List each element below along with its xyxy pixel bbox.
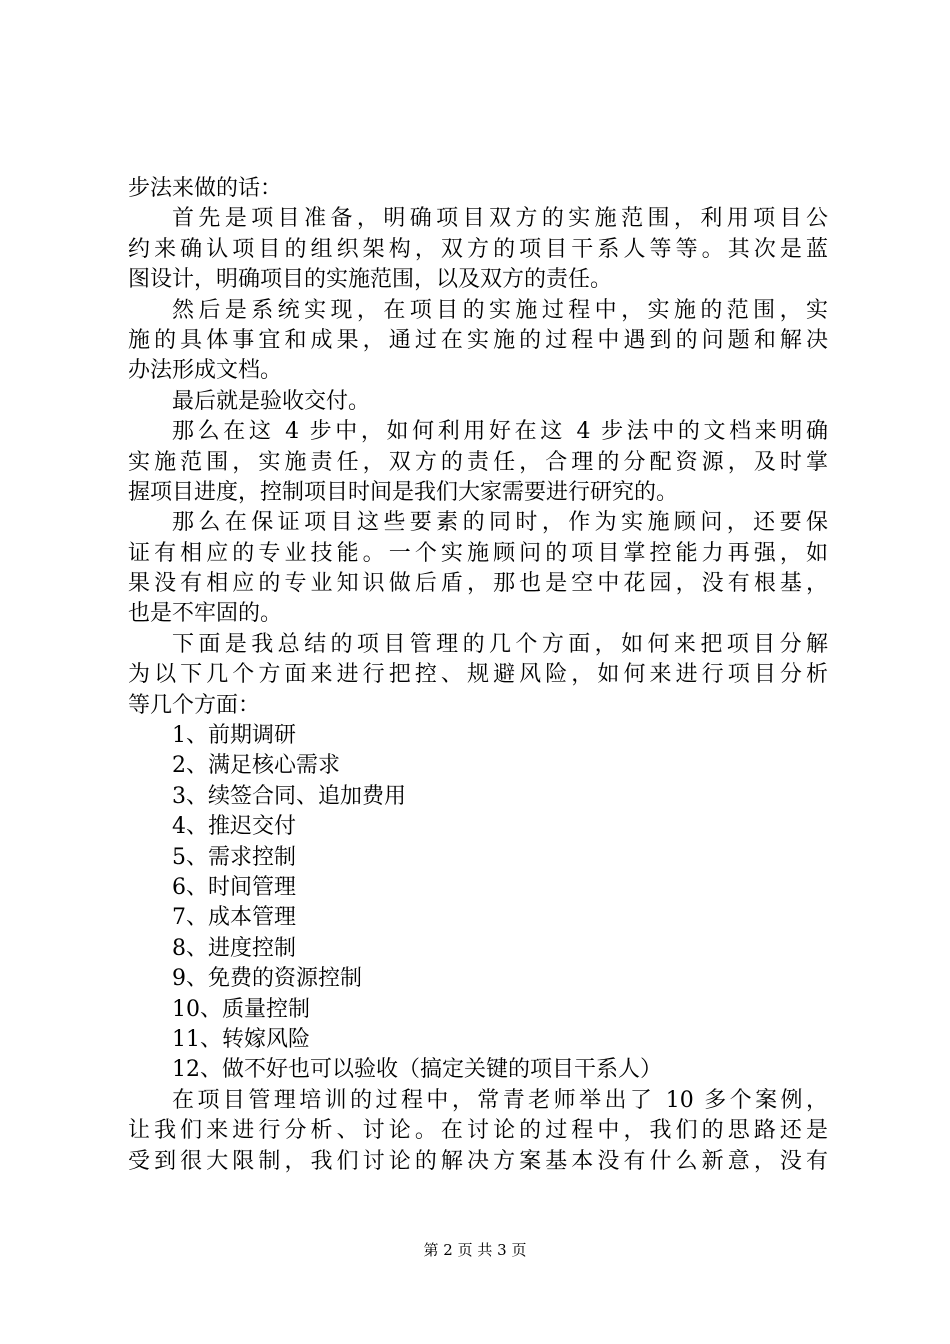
text-line: 握项目进度，控制项目时间是我们大家需要进行研究的。 bbox=[128, 479, 679, 505]
text-line: 图设计，明确项目的实施范围，以及双方的责任。 bbox=[128, 267, 613, 293]
text-line: 首先是项目准备，明确项目双方的实施范围，利用项目公 bbox=[172, 206, 828, 232]
text-line: 让我们来进行分析、讨论。在讨论的过程中，我们的思路还是 bbox=[128, 1118, 828, 1144]
text-line: 证有相应的专业技能。一个实施顾问的项目掌控能力再强，如 bbox=[128, 540, 828, 566]
text-line: 果没有相应的专业知识做后盾，那也是空中花园，没有根基， bbox=[128, 571, 828, 597]
text-line: 也是不牢固的。 bbox=[128, 601, 283, 627]
text-line: 等几个方面： bbox=[128, 692, 261, 718]
text-line: 2、满足核心需求 bbox=[172, 753, 340, 779]
text-line: 3、续签合同、追加费用 bbox=[172, 783, 406, 809]
text-line: 那么在这 4 步中，如何利用好在这 4 步法中的文档来明确 bbox=[172, 419, 828, 445]
text-line: 11、转嫁风险 bbox=[172, 1026, 310, 1052]
text-line: 实施范围，实施责任，双方的责任，合理的分配资源，及时掌 bbox=[128, 449, 828, 475]
text-line: 步法来做的话： bbox=[128, 176, 283, 201]
text-line: 在项目管理培训的过程中，常青老师举出了 10 多个案例， bbox=[172, 1087, 828, 1113]
text-line: 10、质量控制 bbox=[172, 996, 310, 1022]
text-line: 办法形成文档。 bbox=[128, 358, 283, 384]
text-line: 7、成本管理 bbox=[172, 905, 296, 931]
text-line: 受到很大限制，我们讨论的解决方案基本没有什么新意，没有 bbox=[128, 1148, 828, 1174]
text-line: 8、进度控制 bbox=[172, 935, 296, 961]
page-footer: 第 2 页 共 3 页 bbox=[423, 1241, 527, 1259]
document-body bbox=[128, 174, 828, 1177]
text-line: 6、时间管理 bbox=[172, 874, 296, 900]
text-line: 9、免费的资源控制 bbox=[172, 966, 362, 992]
text-line: 1、前期调研 bbox=[172, 723, 296, 749]
text-line: 为以下几个方面来进行把控、规避风险，如何来进行项目分析 bbox=[128, 662, 828, 688]
text-line: 然后是系统实现，在项目的实施过程中，实施的范围，实 bbox=[172, 297, 828, 323]
text-line: 最后就是验收交付。 bbox=[172, 388, 371, 414]
text-line: 约来确认项目的组织架构，双方的项目干系人等等。其次是蓝 bbox=[128, 236, 828, 262]
text-line: 5、需求控制 bbox=[172, 844, 296, 870]
text-line: 施的具体事宜和成果，通过在实施的过程中遇到的问题和解决 bbox=[128, 327, 828, 353]
text-line: 12、做不好也可以验收（搞定关键的项目干系人） bbox=[172, 1057, 662, 1083]
text-line: 4、推迟交付 bbox=[172, 814, 296, 840]
text-line: 那么在保证项目这些要素的同时，作为实施顾问，还要保 bbox=[172, 510, 828, 536]
text-line: 下面是我总结的项目管理的几个方面，如何来把项目分解 bbox=[172, 631, 828, 657]
